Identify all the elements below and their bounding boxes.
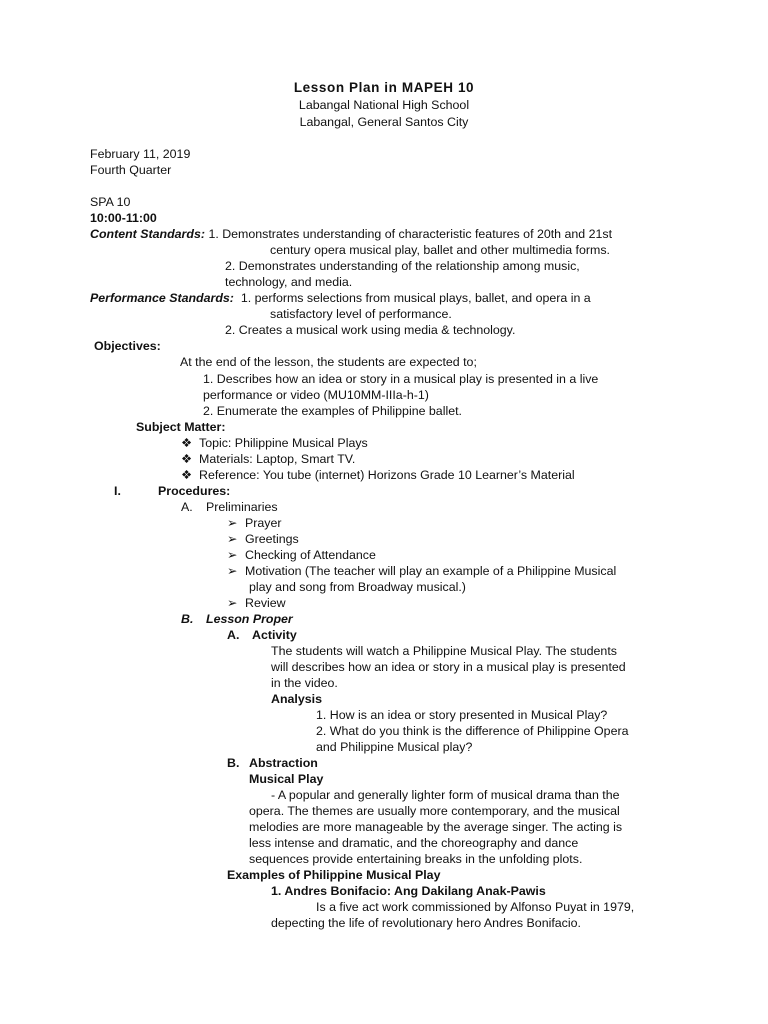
activity-heading: Activity xyxy=(252,628,297,642)
subject-topic-text: Topic: Philippine Musical Plays xyxy=(199,436,368,450)
objective-2: 2. Enumerate the examples of Philippine ballet. xyxy=(203,404,462,418)
abstraction-letter: B. xyxy=(227,756,240,770)
musical-play-def-5: sequences provide entertaining breaks in the unfolding plots. xyxy=(249,852,583,866)
lesson-quarter: Fourth Quarter xyxy=(90,163,172,177)
subject-reference-text: Reference: You tube (internet) Horizons Grade 10 Learner’s Material xyxy=(199,468,575,482)
activity-letter: A. xyxy=(227,628,240,642)
subject-materials-text: Materials: Laptop, Smart TV. xyxy=(199,452,356,466)
preliminaries-letter: A. xyxy=(181,500,193,514)
analysis-question-2-cont: and Philippine Musical play? xyxy=(316,740,473,754)
content-standard-2-cont: technology, and media. xyxy=(225,275,353,289)
analysis-question-1: 1. How is an idea or story presented in Musical Play? xyxy=(316,708,608,722)
prelim-item-attendance: ➢ Checking of Attendance xyxy=(227,548,376,562)
musical-play-def-2: opera. The themes are usually more contemporary, and the musical xyxy=(249,804,620,818)
examples-heading: Examples of Philippine Musical Play xyxy=(227,868,441,882)
subject-matter-heading: Subject Matter: xyxy=(136,420,226,434)
activity-text-3: in the video. xyxy=(271,676,338,690)
activity-text-2: will describes how an idea or story in a musical play is presented xyxy=(271,660,626,674)
analysis-question-2: 2. What do you think is the difference of Philippine Opera xyxy=(316,724,629,738)
musical-play-def-1: - A popular and generally lighter form of musical drama than the xyxy=(271,788,620,802)
school-address: Labangal, General Santos City xyxy=(299,115,469,129)
content-standard-1-cont: century opera musical play, ballet and other multimedia forms. xyxy=(270,243,610,257)
prelim-item-motivation: ➢ Motivation (The teacher will play an example of a Philippine Musical xyxy=(227,564,617,578)
prelim-item-review: ➢ Review xyxy=(227,596,286,610)
diamond-bullet-icon: ❖ xyxy=(181,468,193,482)
arrow-bullet-icon: ➢ xyxy=(227,596,238,610)
abstraction-heading: Abstraction xyxy=(249,756,318,770)
example-1-text-2: depecting the life of revolutionary hero Andres Bonifacio. xyxy=(271,916,581,930)
subject-materials xyxy=(181,451,355,467)
document-title: Lesson Plan in MAPEH 10 xyxy=(293,80,475,95)
lesson-time: 10:00-11:00 xyxy=(90,211,157,225)
lesson-proper-letter: B. xyxy=(181,612,194,626)
content-standard-1: 1. Demonstrates understanding of characteristic features of 20th and 21st xyxy=(208,227,613,241)
performance-standards-label: Performance Standards xyxy=(90,291,230,305)
prelim-item-motivation-cont: play and song from Broadway musical.) xyxy=(249,580,466,594)
performance-standards-line: Performance Standards: 1. performs selections from musical plays, ballet, and opera in a xyxy=(90,291,591,305)
content-standards-line: Content Standards: 1. Demonstrates understanding of characteristic features of 20th and 21st xyxy=(90,227,613,241)
performance-standard-1-cont: satisfactory level of performance. xyxy=(270,307,452,321)
arrow-bullet-icon: ➢ xyxy=(227,564,238,578)
performance-standard-2: 2. Creates a musical work using media & technology. xyxy=(225,323,516,337)
arrow-bullet-icon: ➢ xyxy=(227,516,238,530)
school-name: Labangal National High School xyxy=(298,98,470,112)
subject-topic xyxy=(181,435,368,451)
objectives-heading: Objectives: xyxy=(94,339,161,353)
subject-reference xyxy=(181,467,575,483)
procedures-heading: Procedures: xyxy=(158,484,231,498)
prelim-item-greetings: ➢ Greetings xyxy=(227,532,299,546)
content-standard-2: 2. Demonstrates understanding of the relationship among music, xyxy=(225,259,580,273)
performance-standard-1: 1. performs selections from musical plays, ballet, and opera in a xyxy=(240,291,591,305)
diamond-bullet-icon: ❖ xyxy=(181,452,193,466)
musical-play-def-4: less intense and dramatic, and the choreography and dance xyxy=(249,836,579,850)
activity-text-1: The students will watch a Philippine Musical Play. The students xyxy=(271,644,617,658)
example-1-text-1: Is a five act work commissioned by Alfonso Puyat in 1979, xyxy=(316,900,635,914)
musical-play-heading: Musical Play xyxy=(249,772,324,786)
arrow-bullet-icon: ➢ xyxy=(227,548,238,562)
diamond-bullet-icon: ❖ xyxy=(181,436,193,450)
prelim-item-prayer: ➢ Prayer xyxy=(227,516,282,530)
lesson-section: SPA 10 xyxy=(90,195,131,209)
objective-1: 1. Describes how an idea or story in a musical play is presented in a live xyxy=(203,372,599,386)
example-1-title: 1. Andres Bonifacio: Ang Dakilang Anak-Pawis xyxy=(271,884,546,898)
objectives-intro: At the end of the lesson, the students are expected to; xyxy=(180,355,477,369)
preliminaries-heading: Preliminaries xyxy=(206,500,278,514)
arrow-bullet-icon: ➢ xyxy=(227,532,238,546)
procedures-numeral: I. xyxy=(114,484,121,498)
lesson-proper-heading: Lesson Proper xyxy=(206,612,293,626)
objective-1-cont: performance or video (MU10MM-IIIa-h-1) xyxy=(203,388,429,402)
musical-play-def-3: melodies are more manageable by the average singer. The acting is xyxy=(249,820,623,834)
analysis-heading: Analysis xyxy=(271,692,322,706)
content-standards-label: Content Standards xyxy=(90,227,201,241)
lesson-date: February 11, 2019 xyxy=(90,147,191,161)
